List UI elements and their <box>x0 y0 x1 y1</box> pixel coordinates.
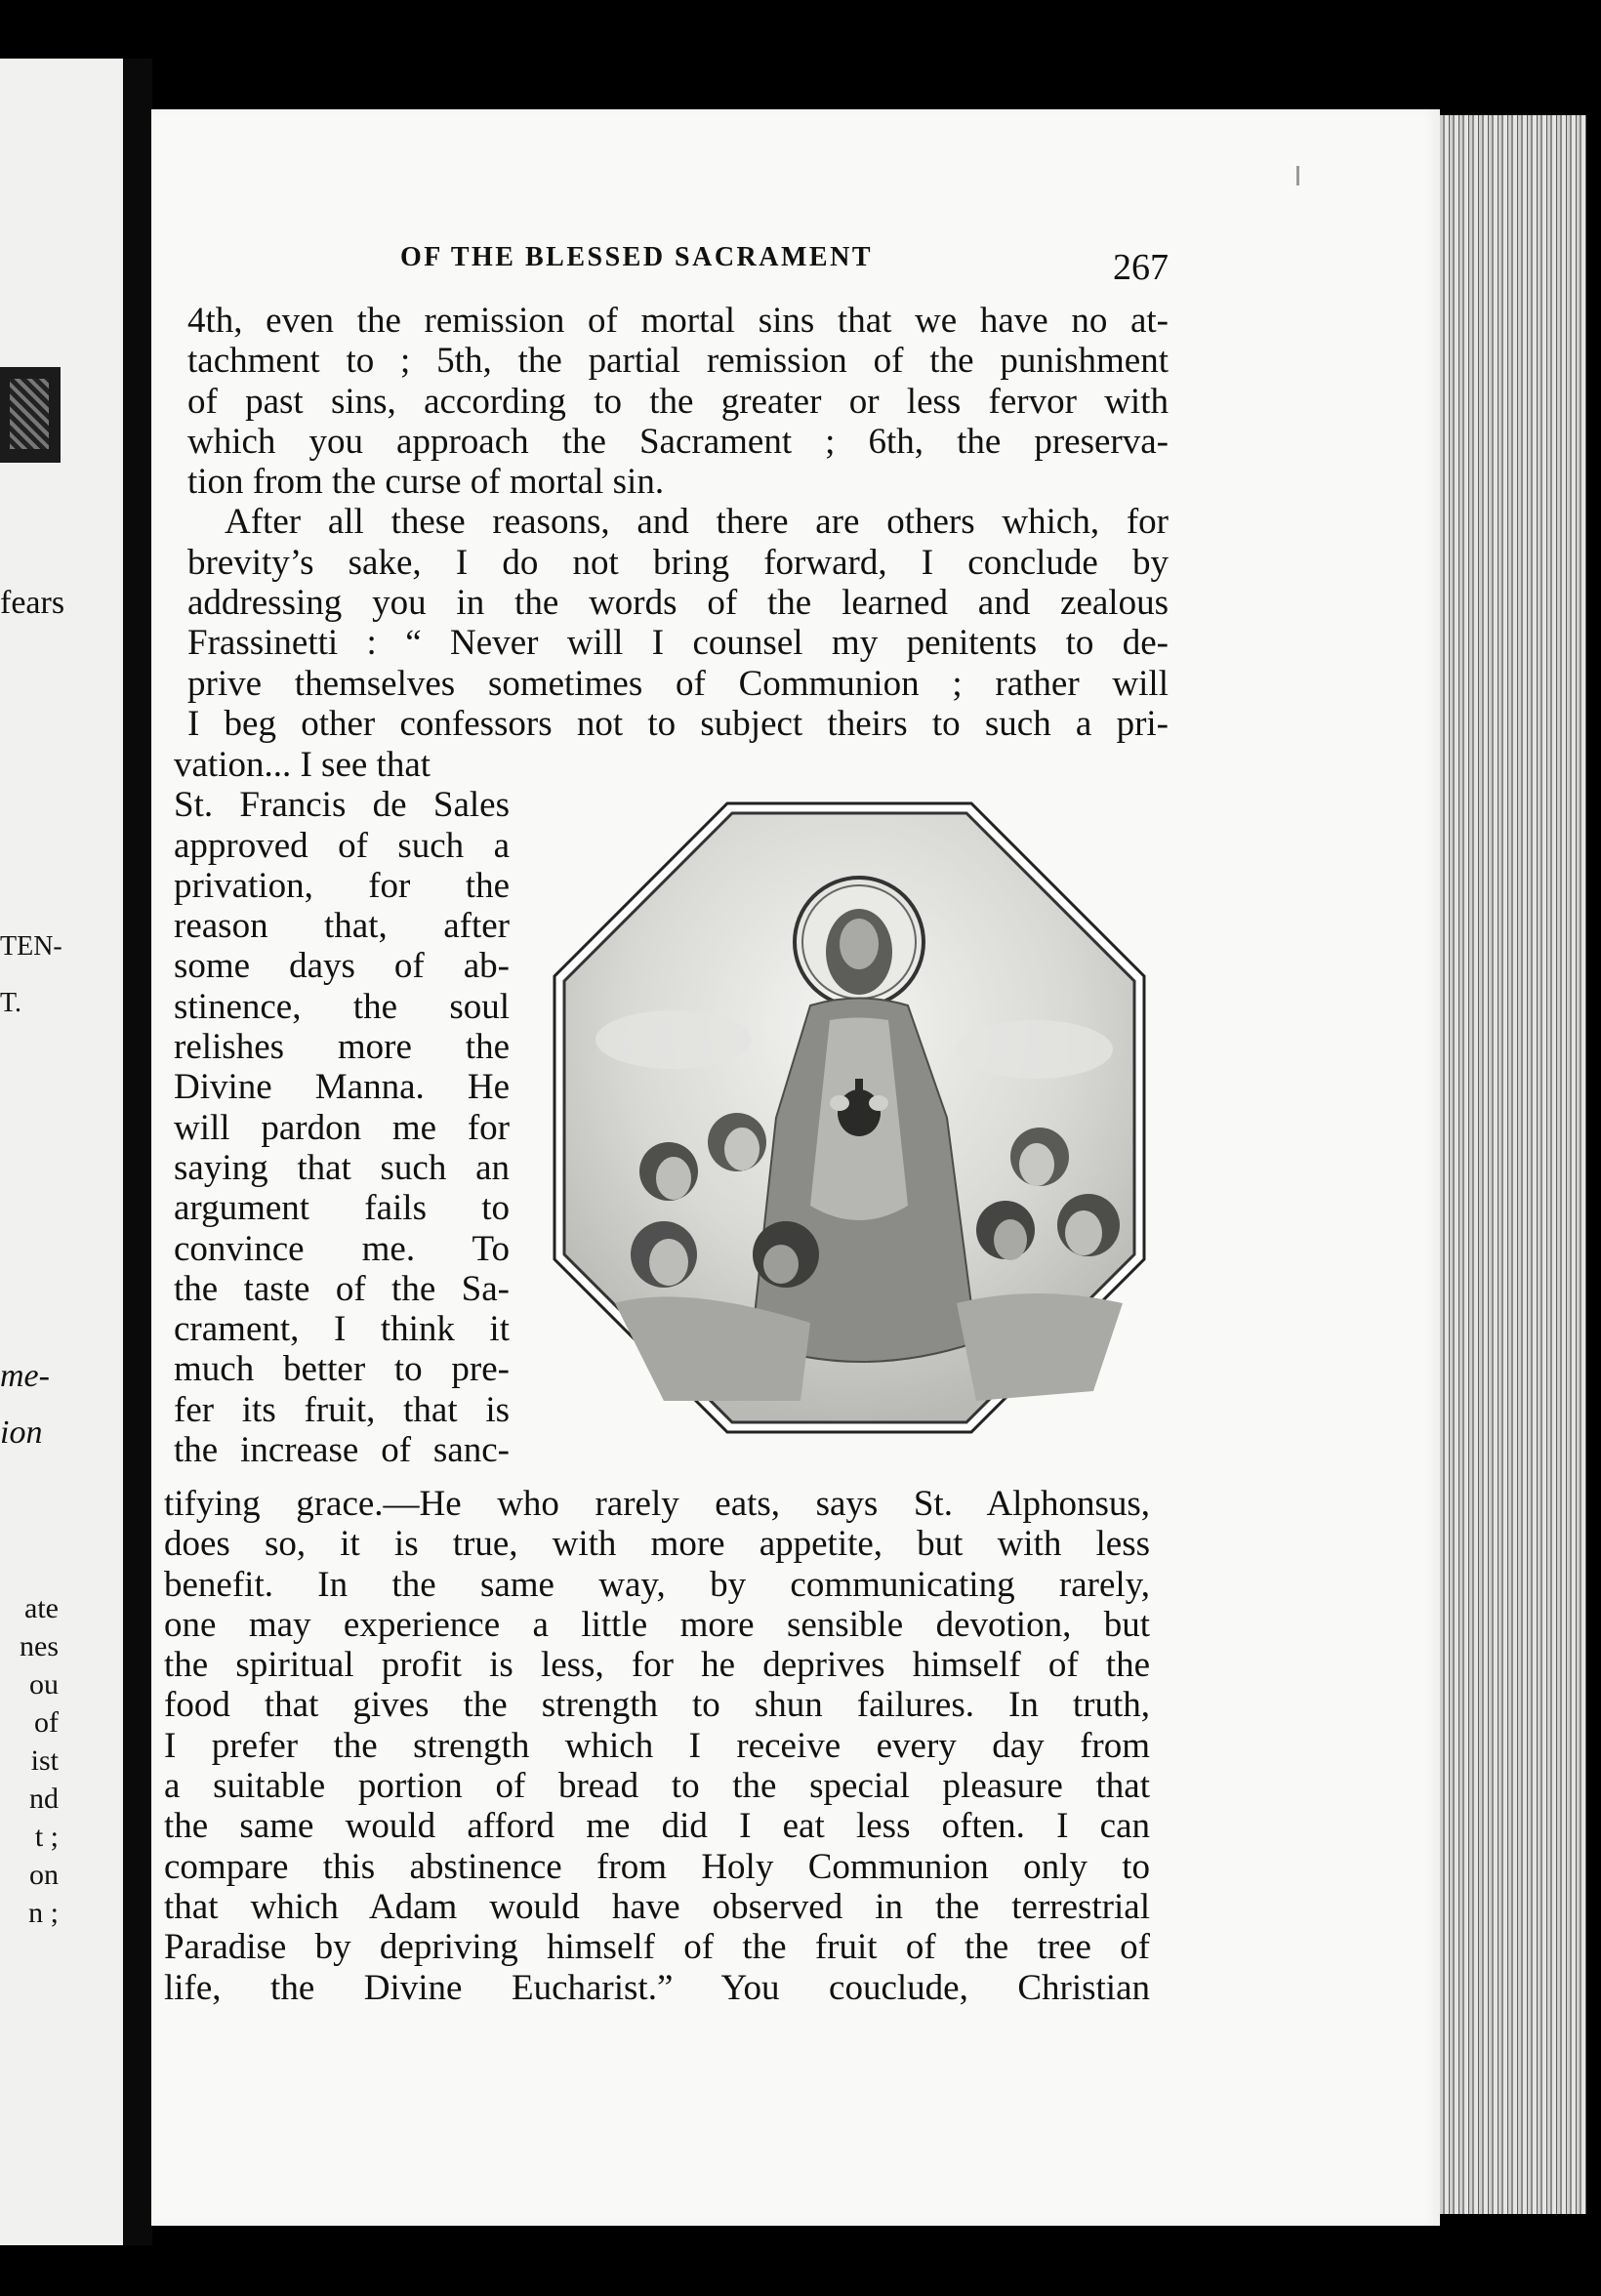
page-mark <box>1296 166 1299 185</box>
left-fragment: T. <box>0 988 22 1018</box>
text-line: the taste of the Sa- <box>174 1268 510 1309</box>
text-line: tachment to ; 5th, the partial remission of the punishment <box>187 341 1169 382</box>
text-line: a suitable portion of bread to the special pleasure that <box>164 1766 1150 1807</box>
text-line: reason that, after <box>174 906 510 947</box>
text-line: crament, I think it <box>174 1309 510 1350</box>
text-line: I beg other confessors not to subject theirs to such a pri- <box>187 703 1169 744</box>
text-line: much better to pre- <box>174 1349 510 1390</box>
text-line: benefit. In the same way, by communicating rarely, <box>164 1564 1150 1605</box>
left-fragment: me- <box>0 1358 50 1394</box>
text-line: that which Adam would have observed in the terrestrial <box>164 1886 1150 1927</box>
text-line: food that gives the strength to shun failures. In truth, <box>164 1685 1150 1726</box>
bottom-text <box>164 1484 1150 2008</box>
text-line: compare this abstinence from Holy Communion only to <box>164 1846 1150 1887</box>
text-line: tion from the curse of mortal sin. <box>187 462 665 503</box>
text-line: Divine Manna. He <box>174 1067 510 1108</box>
full-width-text <box>187 301 1169 744</box>
left-line: ate <box>24 1592 59 1624</box>
left-line: t ; <box>34 1821 59 1853</box>
text-line: the same would afford me did I eat less often. I can <box>164 1806 1150 1847</box>
left-line: ou <box>29 1668 59 1701</box>
text-line: privation, for the <box>174 865 510 906</box>
ornament-icon <box>0 367 61 463</box>
text-line: St. Francis de Sales <box>174 785 510 826</box>
text-line: fer its fruit, that is <box>174 1389 510 1430</box>
text-line: convince me. To <box>174 1228 510 1269</box>
text-line: brevity’s sake, I do not bring forward, I conclude by <box>187 542 1169 583</box>
wrapped-text-column <box>174 745 510 1470</box>
text-line: Paradise by depriving himself of the fruit of the tree of <box>164 1927 1150 1968</box>
left-line: on <box>29 1859 59 1891</box>
text-line: addressing you in the words of the learned and zealous <box>187 583 1169 624</box>
book-gutter <box>123 59 152 2245</box>
page-edges <box>1440 115 1586 2214</box>
text-line: prive themselves sometimes of Communion ; rather will <box>187 663 1169 704</box>
text-line: life, the Divine Eucharist.” You couclude, Christian <box>164 1967 1150 2008</box>
text-line: approved of such a <box>174 825 510 866</box>
left-fragment: fears <box>0 585 65 621</box>
text-line: some days of ab- <box>174 946 510 987</box>
text-line: which you approach the Sacrament ; 6th, the preserva- <box>187 421 1169 462</box>
left-line: ist <box>30 1744 59 1777</box>
text-line: stinence, the soul <box>174 986 510 1027</box>
text-line: will pardon me for <box>174 1107 510 1148</box>
text-line: vation... I see that <box>174 745 431 785</box>
text-line: 4th, even the remission of mortal sins that we have no at- <box>187 301 1169 341</box>
text-line: tifying grace.—He who rarely eats, says St. Alphonsus, <box>164 1484 1150 1524</box>
left-fragment: ion <box>0 1414 43 1451</box>
sacred-heart-illustration <box>547 796 1152 1440</box>
running-header: OF THE BLESSED SACRAMENT <box>400 242 873 272</box>
left-line: nd <box>29 1783 59 1815</box>
text-line: the spiritual profit is less, for he deprives himself of the <box>164 1645 1150 1686</box>
left-column <box>0 1589 59 1932</box>
text-line: argument fails to <box>174 1188 510 1229</box>
text-line: Frassinetti : “ Never will I counsel my penitents to de- <box>187 623 1169 664</box>
text-line: After all these reasons, and there are others which, for <box>225 502 1169 543</box>
text-line: saying that such an <box>174 1147 510 1188</box>
left-line: n ; <box>28 1897 59 1929</box>
illustration-image <box>547 796 1152 1440</box>
text-line: one may experience a little more sensible devotion, but <box>164 1604 1150 1645</box>
text-line: relishes more the <box>174 1027 510 1068</box>
left-line: of <box>34 1706 59 1739</box>
text-line: does so, it is true, with more appetite, but with less <box>164 1524 1150 1565</box>
page-number: 267 <box>1113 247 1169 288</box>
text-line: I prefer the strength which I receive every day from <box>164 1725 1150 1766</box>
text-line: of past sins, according to the greater or less fervor with <box>187 381 1169 422</box>
left-line: nes <box>20 1630 59 1662</box>
left-fragment: TEN- <box>0 931 62 962</box>
text-line: the increase of sanc- <box>174 1430 510 1471</box>
